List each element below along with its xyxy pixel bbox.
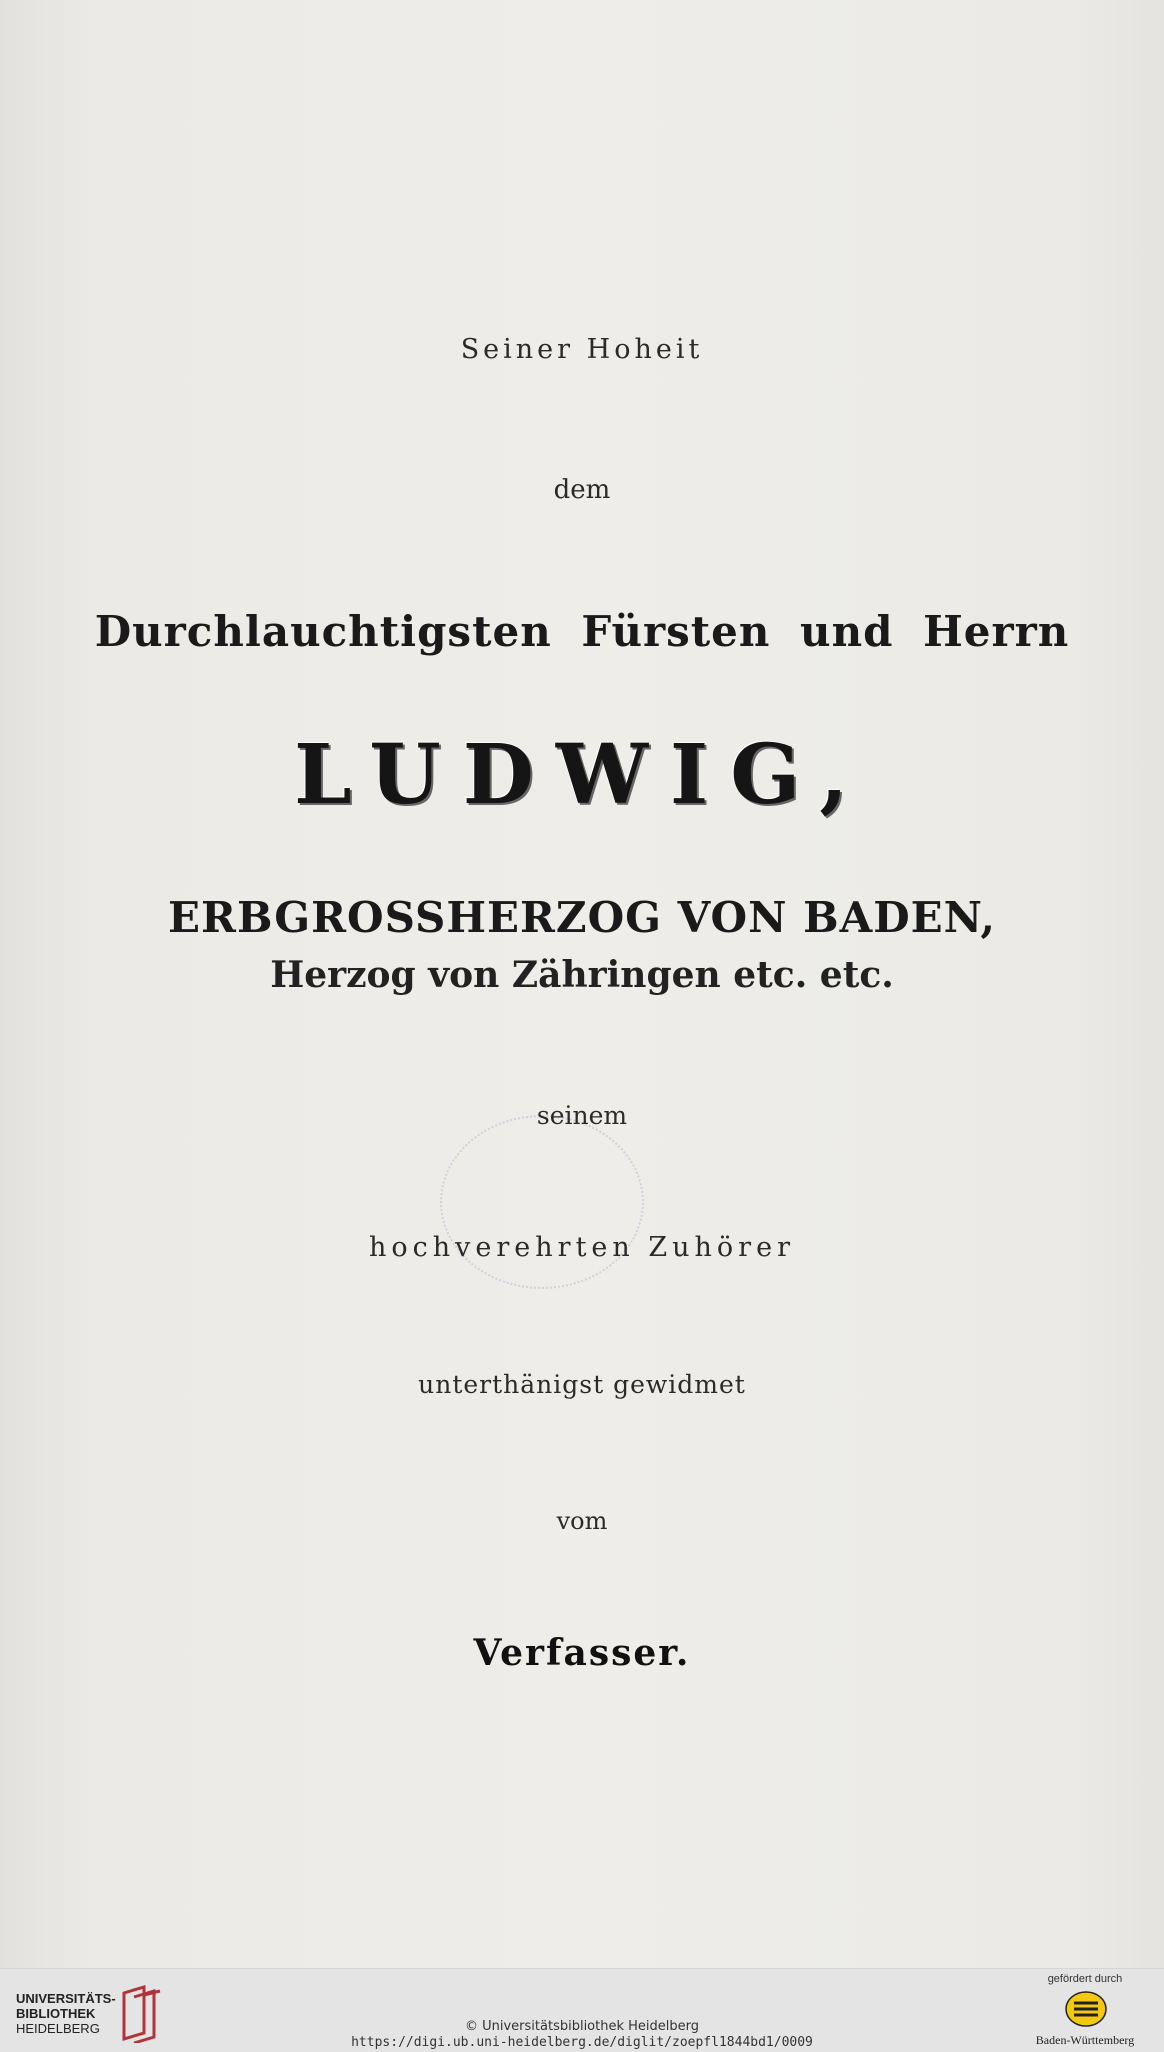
- viewer-footer: [0, 1968, 1164, 2052]
- copyright-notice: © Universitätsbibliothek Heidelberg: [464, 2019, 699, 2034]
- dedication-line-title: Durchlauchtigsten Fürsten und Herrn: [94, 607, 1070, 656]
- permalink-url[interactable]: https://digi.ub.uni-heidelberg.de/diglit/zoepfl1844bd1/0009: [351, 2035, 813, 2050]
- library-name-line1: UNIVERSITÄTS-: [16, 1991, 116, 2006]
- baden-wuerttemberg-crest-icon[interactable]: [1064, 1989, 1108, 2029]
- dedication-line-gewidmet: unterthänigst gewidmet: [418, 1370, 746, 1399]
- dedication-line-verfasser: Verfasser.: [473, 1632, 691, 1674]
- dedication-line-herzog: Herzog von Zähringen etc. etc.: [270, 954, 894, 996]
- dedication-line-zuhoerer: hochverehrten Zuhörer: [369, 1232, 795, 1263]
- sponsor-label: Baden-Württemberg: [1035, 2033, 1135, 2047]
- dedication-line-seinem: seinem: [536, 1101, 628, 1130]
- ub-book-icon: [120, 1983, 162, 2043]
- dedication-line-dem: dem: [553, 475, 611, 505]
- library-name-line2: BIBLIOTHEK: [16, 2006, 96, 2021]
- dedication-line-erbgrossherzog: ERBGROSSHERZOG VON BADEN,: [168, 893, 996, 942]
- library-name-line3: HEIDELBERG: [16, 2021, 100, 2036]
- dedication-name-ludwig: LUDWIG,: [294, 727, 870, 823]
- dedication-line-seiner-hoheit: Seiner Hoheit: [460, 334, 704, 365]
- dedication-line-vom: vom: [556, 1507, 608, 1535]
- funded-by-label: gefördert durch: [1047, 1973, 1123, 1985]
